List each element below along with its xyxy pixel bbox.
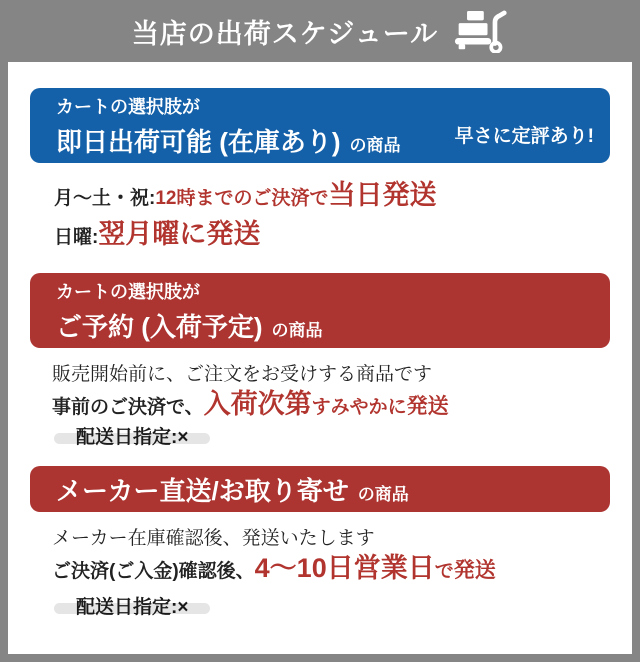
direct-banner-title: メーカー直送/お取り寄せ xyxy=(56,475,349,506)
hand-truck-icon xyxy=(454,10,508,53)
express-banner-text xyxy=(56,93,401,159)
weekday-condition: 12時までのご決済で xyxy=(155,188,329,209)
content-panel xyxy=(8,62,632,654)
express-badge: 早さに定評あり! xyxy=(454,126,594,147)
sunday-result: 翌月曜に発送 xyxy=(98,219,261,249)
direct-condition-mid: で xyxy=(434,561,454,582)
direct-banner-suffix: の商品 xyxy=(357,484,409,504)
express-banner-suffix: の商品 xyxy=(349,135,401,155)
direct-delivery-date-pill: 配送日指定:× xyxy=(54,603,210,614)
preorder-banner-intro: カートの選択肢が xyxy=(56,281,200,302)
express-schedule xyxy=(54,178,610,256)
direct-condition-highlight: 4〜10日営業日 xyxy=(254,553,435,583)
preorder-condition-result: 発送 xyxy=(406,395,449,418)
sunday-schedule-line xyxy=(54,217,610,256)
weekday-label: 月〜土・祝: xyxy=(54,188,156,209)
preorder-description: 販売開始前に、ご注文をお受けする商品です xyxy=(52,364,433,385)
preorder-banner xyxy=(30,273,610,348)
preorder-banner-suffix: の商品 xyxy=(271,320,323,340)
sunday-label: 日曜: xyxy=(54,227,99,248)
page-title: 当店の出荷スケジュール xyxy=(131,18,439,49)
weekday-schedule-line xyxy=(54,178,610,217)
preorder-banner-title: ご予約 (入荷予定) xyxy=(56,311,263,342)
direct-condition-result: 発送 xyxy=(453,559,496,582)
express-banner xyxy=(30,88,610,163)
direct-banner xyxy=(30,466,610,512)
weekday-result: 当日発送 xyxy=(328,180,437,210)
preorder-details xyxy=(52,361,610,425)
direct-condition-label: ご決済(ご入金)確認後、 xyxy=(52,561,255,582)
header xyxy=(0,0,640,62)
express-banner-title: 即日出荷可能 (在庫あり) xyxy=(56,126,341,157)
preorder-condition-mid: すみやかに xyxy=(311,397,407,418)
preorder-delivery-date-pill: 配送日指定:× xyxy=(54,433,210,444)
preorder-banner-text xyxy=(56,278,323,344)
preorder-condition-highlight: 入荷次第 xyxy=(203,389,312,419)
express-banner-intro: カートの選択肢が xyxy=(56,96,200,117)
direct-condition-line xyxy=(52,552,610,589)
preorder-condition-label: 事前のご決済で、 xyxy=(52,397,204,418)
direct-details xyxy=(52,525,610,589)
preorder-condition-line xyxy=(52,388,610,425)
direct-description: メーカー在庫確認後、発送いたします xyxy=(52,528,375,549)
